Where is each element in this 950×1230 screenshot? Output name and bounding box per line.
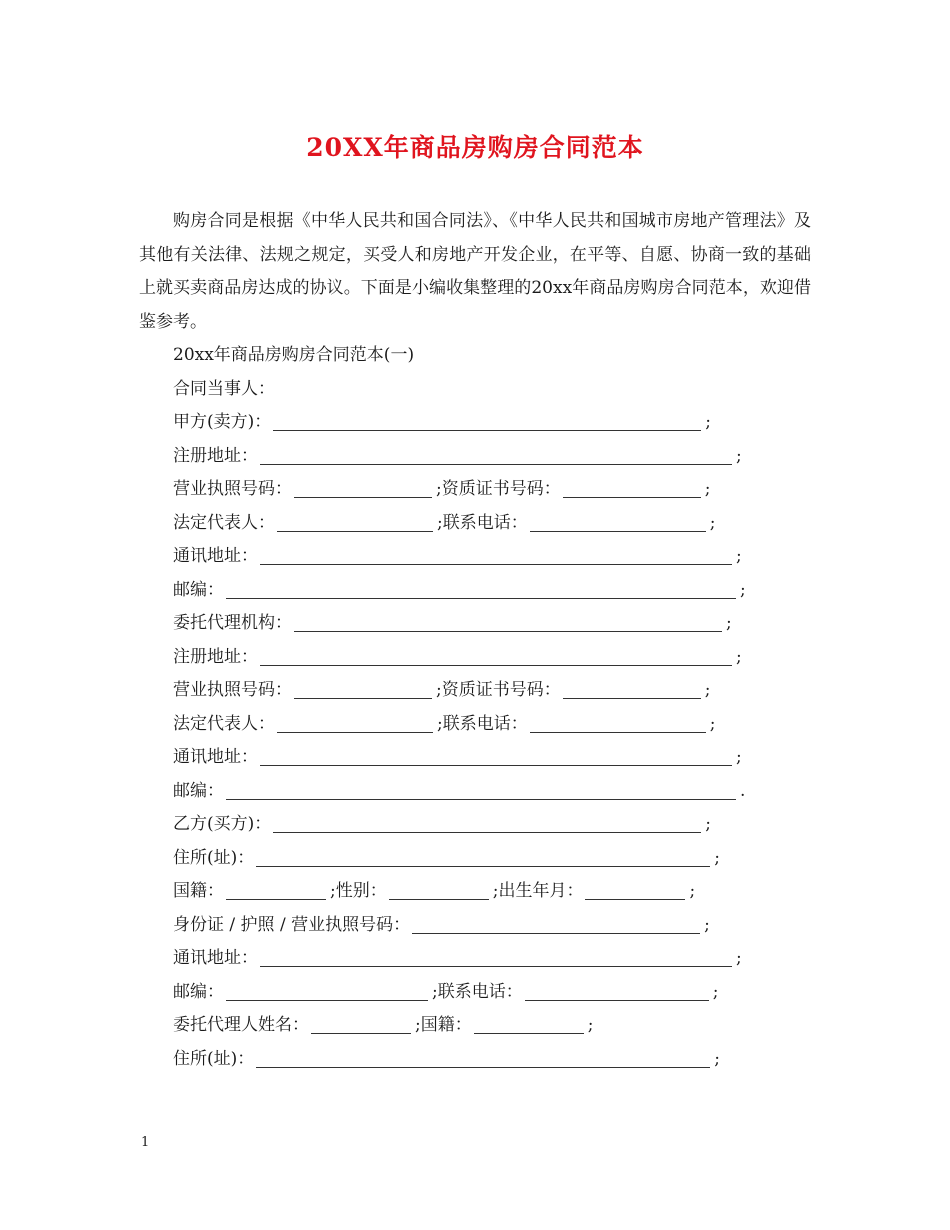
line-end: . (740, 780, 746, 801)
buyer-id-line (139, 909, 811, 943)
field-label: 住所(址)： (173, 847, 255, 868)
section-subtitle (139, 339, 811, 373)
fill-blank[interactable] (226, 885, 326, 900)
field-label: 委托代理人姓名： (173, 1015, 309, 1035)
field-label: 营业执照号码： (173, 680, 292, 700)
fill-blank[interactable] (273, 416, 701, 431)
line-end: ; (704, 479, 711, 499)
line-end: ; (736, 646, 742, 667)
fill-blank[interactable] (256, 852, 710, 867)
line-end: ; (587, 1015, 594, 1035)
buyer-mailing-address-line (139, 942, 811, 976)
agency-representative-line (139, 708, 811, 742)
field-label: 营业执照号码： (173, 479, 292, 499)
line-end: ; (736, 546, 742, 566)
fill-blank[interactable] (260, 751, 732, 766)
fill-blank[interactable] (273, 818, 701, 833)
fill-blank[interactable] (260, 651, 732, 666)
fill-blank[interactable] (585, 885, 685, 900)
fill-blank[interactable] (563, 684, 701, 699)
fill-blank[interactable] (256, 1053, 710, 1068)
fill-blank[interactable] (389, 885, 489, 900)
line-end: ; (705, 814, 711, 834)
line-end: ; (704, 914, 710, 935)
agency-postcode-line (139, 775, 811, 809)
parties-heading (139, 373, 811, 407)
field-label: 邮编： (173, 780, 224, 801)
field-label: 甲方(卖方)： (173, 412, 272, 432)
line-end: ; (714, 1048, 720, 1069)
line-end: ; (740, 579, 746, 600)
line-end: ; (736, 747, 742, 767)
line-end: ; (705, 412, 711, 432)
fill-blank[interactable] (277, 517, 433, 532)
agency-mailing-address-line (139, 741, 811, 775)
line-end: ; (689, 881, 696, 901)
field-label: 住所(址)： (173, 1048, 255, 1069)
line-end: ; (726, 613, 732, 633)
fill-blank[interactable] (277, 718, 433, 733)
line-end: ; (714, 847, 720, 868)
fill-blank[interactable] (530, 517, 706, 532)
seller-license-line (139, 473, 811, 507)
field-label: ;联系电话： (437, 512, 528, 533)
field-label: ;资质证书号码： (436, 680, 561, 700)
field-label: 邮编： (173, 981, 224, 1002)
buyer-residence-line (139, 842, 811, 876)
buyer-name-line (139, 808, 811, 842)
line-end: ; (704, 680, 711, 700)
seller-name-line (139, 406, 811, 440)
fill-blank[interactable] (226, 986, 428, 1001)
field-label: ;联系电话： (437, 713, 528, 734)
field-label: 身份证 / 护照 / 营业执照号码： (173, 914, 411, 935)
field-label: 通讯地址： (173, 948, 258, 968)
seller-representative-line (139, 507, 811, 541)
fill-blank[interactable] (525, 986, 709, 1001)
seller-mailing-address-line (139, 540, 811, 574)
field-label: ;资质证书号码： (436, 479, 561, 499)
subtitle-text: 20xx年商品房购房合同范本(一) (173, 345, 415, 365)
field-label: 注册地址： (173, 646, 258, 667)
fill-blank[interactable] (260, 952, 732, 967)
agency-name-line (139, 607, 811, 641)
fill-blank[interactable] (412, 919, 700, 934)
fill-blank[interactable] (226, 584, 736, 599)
field-label: ;国籍： (415, 1015, 472, 1035)
fill-blank[interactable] (311, 1019, 411, 1034)
seller-address-line (139, 440, 811, 474)
agency-license-line (139, 674, 811, 708)
buyer-postcode-line (139, 976, 811, 1010)
seller-postcode-line (139, 574, 811, 608)
document-body (139, 205, 811, 1076)
fill-blank[interactable] (294, 483, 432, 498)
page-number: 1 (141, 1135, 150, 1150)
fill-blank[interactable] (294, 617, 722, 632)
field-label: ;性别： (330, 881, 387, 901)
field-label: 通讯地址： (173, 747, 258, 767)
fill-blank[interactable] (563, 483, 701, 498)
fill-blank[interactable] (260, 550, 732, 565)
line-end: ; (712, 981, 719, 1002)
line-end: ; (709, 713, 716, 734)
field-label: 委托代理机构： (173, 613, 292, 633)
field-label: 邮编： (173, 579, 224, 600)
buyer-agent-residence-line (139, 1043, 811, 1077)
line-end: ; (736, 948, 742, 968)
fill-blank[interactable] (294, 684, 432, 699)
agency-address-line (139, 641, 811, 675)
field-label: 法定代表人： (173, 512, 275, 533)
document-title: 20XX年商品房购房合同范本 (306, 133, 644, 162)
field-label: 乙方(买方)： (173, 814, 272, 834)
buyer-nationality-line (139, 875, 811, 909)
field-label: 法定代表人： (173, 713, 275, 734)
buyer-agent-line (139, 1009, 811, 1043)
field-label: 国籍： (173, 881, 224, 901)
fill-blank[interactable] (530, 718, 706, 733)
intro-paragraph: 购房合同是根据《中华人民共和国合同法》、《中华人民共和国城市房地产管理法》及其他有关法律、法规之规定，买受人和房地产开发企业，在平等、自愿、协商一致的基础上就买卖商品房达成的协议。下面是小编收集整理的20xx年商品房购房合同范本，欢迎借鉴参考。 (139, 211, 811, 332)
fill-blank[interactable] (474, 1019, 584, 1034)
parties-heading-text: 合同当事人： (173, 378, 275, 399)
field-label: ;联系电话： (432, 981, 523, 1002)
fill-blank[interactable] (260, 450, 732, 465)
field-label: 通讯地址： (173, 546, 258, 566)
field-label: 注册地址： (173, 445, 258, 466)
line-end: ; (709, 512, 716, 533)
field-label: ;出生年月： (492, 881, 584, 901)
fill-blank[interactable] (226, 785, 736, 800)
line-end: ; (736, 445, 742, 466)
